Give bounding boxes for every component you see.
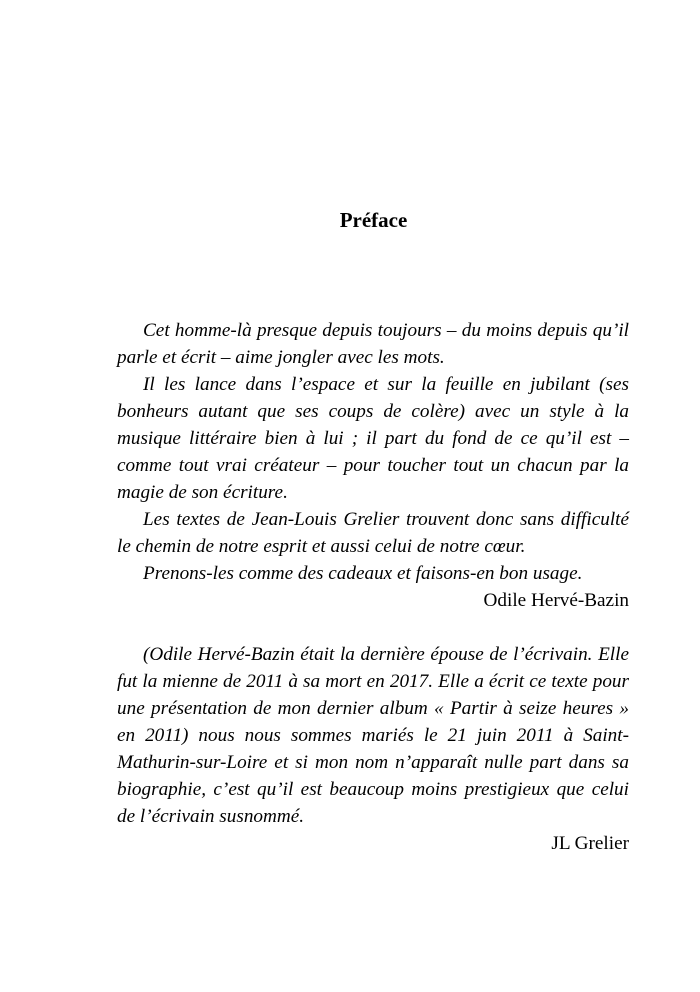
spacer [117, 614, 629, 641]
signature-odile: Odile Hervé-Bazin [483, 590, 629, 611]
page-title: Préface [339, 208, 408, 232]
paragraph: Il les lance dans l’espace et sur la feuille en jubilant (ses bonheurs autant que ses coups de colère) avec un style à la musique littéraire bien à lui ; il part du fond de ce qu’il est – comme tout vrai créateur – pour toucher tout un chacun par la magie de son écriture. [117, 374, 629, 503]
note-paragraph: (Odile Hervé-Bazin était la dernière épouse de l’écrivain. Elle fut la mienne de 2011 à sa mort en 2017. Elle a écrit ce texte pour une présentation de mon dernier album « Partir à seize heures » en 2011) nous nous sommes mariés le 21 juin 2011 à Saint-Mathurin-sur-Loire et si mon nom n’apparaît nulle part dans sa biographie, c’est qu’il est beaucoup moins prestigieux que celui de l’écrivain susnommé. [117, 644, 629, 827]
preface-body [117, 317, 629, 857]
paragraph: Prenons-les comme des cadeaux et faisons-en bon usage. [143, 563, 583, 584]
paragraph: Les textes de Jean-Louis Grelier trouvent donc sans difficulté le chemin de notre esprit et aussi celui de notre cœur. [117, 509, 629, 557]
signature-grelier: JL Grelier [551, 833, 629, 854]
paragraph: Cet homme-là presque depuis toujours – du moins depuis qu’il parle et écrit – aime jongler avec les mots. [117, 320, 629, 368]
